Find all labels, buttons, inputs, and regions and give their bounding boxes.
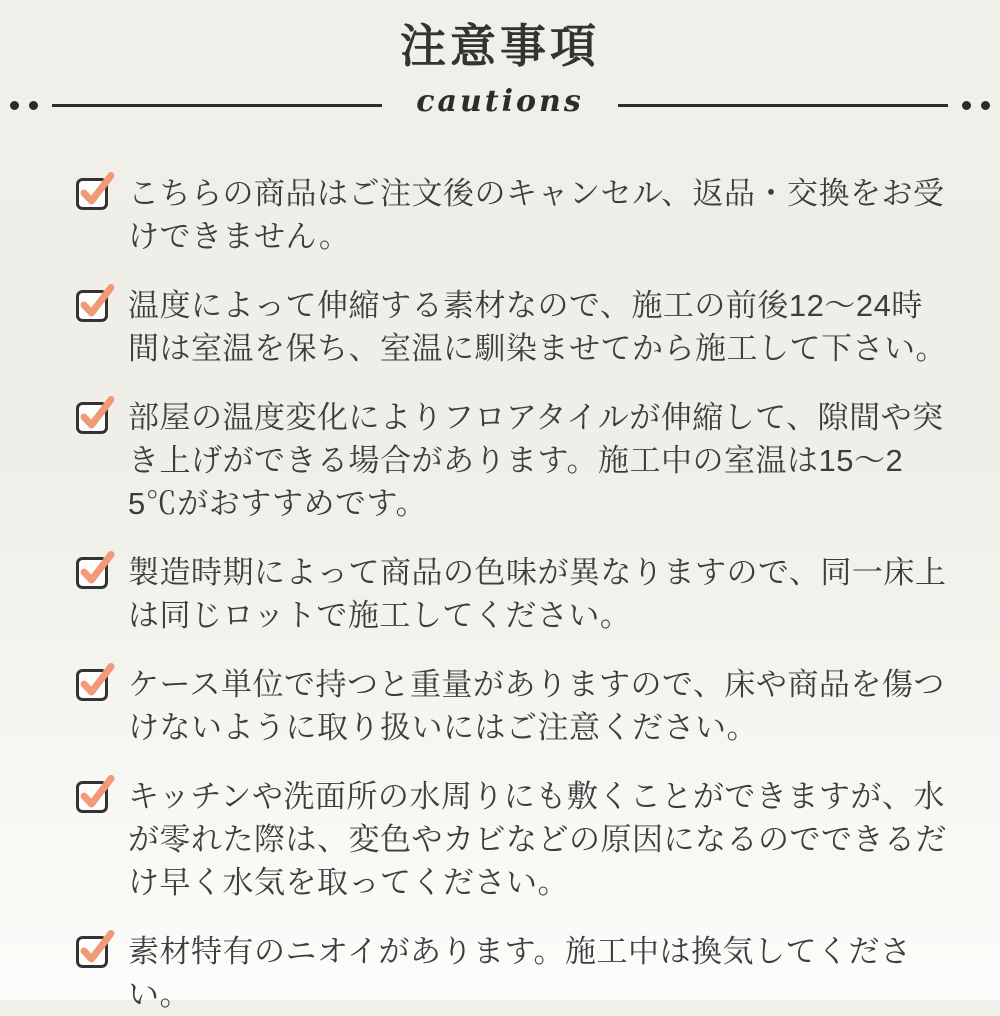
caution-text: ケース単位で持つと重量がありますので、床や商品を傷つけないように取り扱いにはご注意ください。 xyxy=(128,667,945,745)
divider-line-right xyxy=(618,104,948,107)
cautions-list xyxy=(0,172,1000,1016)
caution-item xyxy=(75,396,970,525)
checked-checkbox-icon xyxy=(75,550,115,590)
caution-text: 温度によって伸縮する素材なので、施工の前後12〜24時間は室温を保ち、室温に馴染ませてから施工して下さい。 xyxy=(128,288,947,366)
divider-dots-left xyxy=(10,101,38,110)
header xyxy=(0,0,1000,76)
checked-checkbox-icon xyxy=(75,283,115,323)
caution-text: キッチンや洗面所の水周りにも敷くことができますが、水が零れた際は、変色やカビなどの原因になるのでできるだけ早く水気を取ってください。 xyxy=(128,779,947,900)
divider-line-left xyxy=(52,104,382,107)
checked-checkbox-icon xyxy=(75,774,115,814)
caution-text: 部屋の温度変化によりフロアタイルが伸縮して、隙間や突き上げができる場合があります。施工中の室温は15〜25℃がおすすめです。 xyxy=(128,400,944,521)
checked-checkbox-icon xyxy=(75,929,115,969)
subtitle-script: cautions xyxy=(416,83,584,119)
caution-item xyxy=(75,172,970,258)
checked-checkbox-icon xyxy=(75,395,115,435)
caution-item xyxy=(75,551,970,637)
caution-text: 製造時期によって商品の色味が異なりますので、同一床上は同じロットで施工してください。 xyxy=(128,555,947,633)
caution-item xyxy=(75,663,970,749)
divider-dot xyxy=(29,101,38,110)
checked-checkbox-icon xyxy=(75,171,115,211)
caution-item xyxy=(75,775,970,904)
caution-item xyxy=(75,284,970,370)
checked-checkbox-icon xyxy=(75,662,115,702)
divider-dots-right xyxy=(962,101,990,110)
caution-item xyxy=(75,930,970,1016)
divider-dot xyxy=(981,101,990,110)
page-title: 注意事項 xyxy=(400,20,600,72)
caution-text: 素材特有のニオイがあります。施工中は換気してください。 xyxy=(128,934,912,1012)
caution-text: こちらの商品はご注文後のキャンセル、返品・交換をお受けできません。 xyxy=(128,176,945,254)
title-divider xyxy=(0,83,1000,122)
divider-dot xyxy=(10,101,19,110)
divider-dot xyxy=(962,101,971,110)
